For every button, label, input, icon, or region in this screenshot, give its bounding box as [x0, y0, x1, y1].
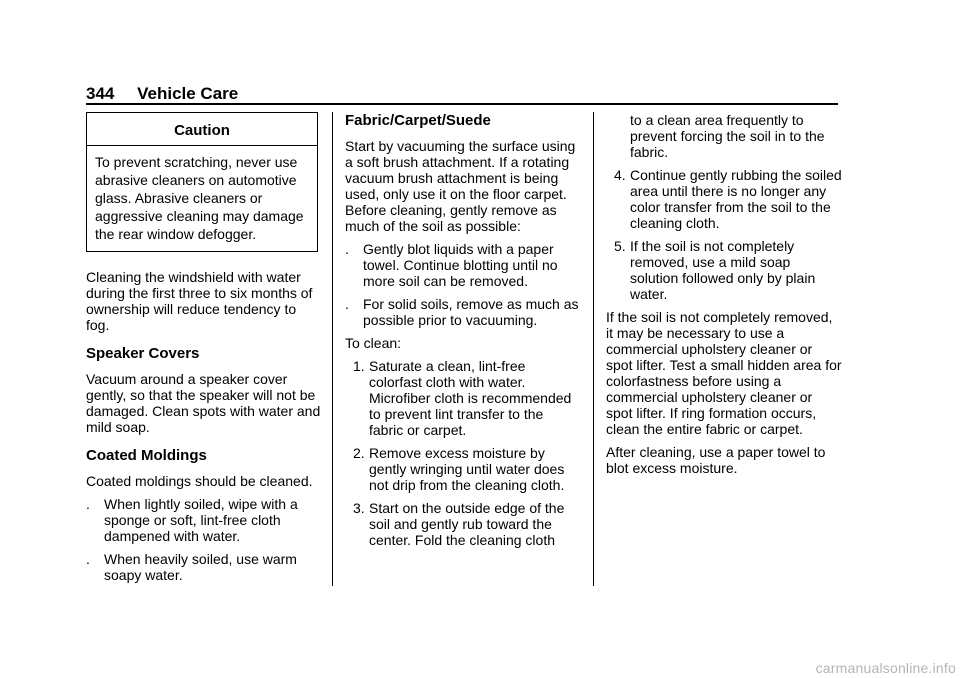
- page-number: 344: [86, 84, 115, 103]
- step-number: 1.: [353, 358, 365, 374]
- column-1: [86, 112, 321, 590]
- step-number: 5.: [614, 238, 626, 254]
- page-header: [86, 84, 238, 104]
- step-text: Start on the outside edge of the soil and gently rub toward the center. Fold the cleaning cloth: [369, 500, 565, 548]
- caution-title: Caution: [87, 113, 317, 146]
- to-clean-label: To clean:: [345, 335, 402, 351]
- windshield-paragraph: Cleaning the windshield with water during the first three to six months of ownership will reduce tendency to fog.: [86, 269, 313, 333]
- watermark: carmanualsonline.info: [815, 660, 956, 676]
- caution-text: To prevent scratching, never use abrasive cleaners on automotive glass. Abrasive cleaners or aggressive cleaning may damage the rear window defogger.: [95, 154, 304, 242]
- bullet-text: When heavily soiled, use warm soapy water.: [104, 551, 297, 583]
- list-item: [345, 241, 580, 289]
- bullet-mark: .: [86, 551, 90, 567]
- bullet-mark: .: [345, 241, 349, 257]
- coated-moldings-text: Coated moldings should be cleaned.: [86, 473, 313, 489]
- bullet-text: When lightly soiled, wipe with a sponge or soft, lint-free cloth dampened with water.: [104, 496, 298, 544]
- after-cleaning-paragraph: After cleaning, use a paper towel to blot excess moisture.: [606, 444, 826, 476]
- step-number: 3.: [353, 500, 365, 516]
- list-item: [345, 445, 580, 493]
- step-number: 2.: [353, 445, 365, 461]
- bullet-mark: .: [345, 296, 349, 312]
- column-divider-1: [332, 112, 333, 586]
- step-text: Remove excess moisture by gently wringing until water does not drip from the cleaning cloth.: [369, 445, 565, 493]
- column-divider-2: [593, 112, 594, 586]
- fabric-intro: Start by vacuuming the surface using a soft brush attachment. If a rotating vacuum brush attachment is being used, only use it on the floor carpet. Before cleaning, gently remove as much of the soil as possible:: [345, 138, 576, 234]
- step-text: Continue gently rubbing the soiled area until there is no longer any color transfer from the soil to the cleaning cloth.: [630, 167, 842, 231]
- list-item: [86, 496, 321, 544]
- column-2: [345, 112, 580, 555]
- list-item: [606, 167, 842, 231]
- step-number: 4.: [614, 167, 626, 183]
- step-3-continued: to a clean area frequently to prevent forcing the soil in to the fabric.: [630, 112, 825, 160]
- fabric-heading: Fabric/Carpet/Suede: [345, 112, 491, 129]
- bullet-mark: .: [86, 496, 90, 512]
- header-rule: [86, 103, 838, 105]
- speaker-covers-text: Vacuum around a speaker cover gently, so that the speaker will not be damaged. Clean spots with water and mild soap.: [86, 371, 321, 435]
- list-item: [345, 500, 580, 548]
- caution-box: [86, 112, 318, 252]
- step-text: If the soil is not completely removed, use a mild soap solution followed only by plain water.: [630, 238, 816, 302]
- speaker-covers-heading: Speaker Covers: [86, 345, 200, 362]
- commercial-cleaner-paragraph: If the soil is not completely removed, it may be necessary to use a commercial upholstery cleaner or spot lifter. Test a small hidden area for colorfastness before using a commercial upholstery cleaner or spot lifter. If ring formation occurs, clean the entire fabric or carpet.: [606, 309, 842, 437]
- section-title: Vehicle Care: [137, 84, 239, 103]
- list-item: [86, 551, 321, 583]
- bullet-text: Gently blot liquids with a paper towel. Continue blotting until no more soil can be removed.: [363, 241, 558, 289]
- step-text: Saturate a clean, lint-free colorfast cloth with water. Microfiber cloth is recommended to prevent lint transfer to the fabric or carpet.: [369, 358, 572, 438]
- list-item: [606, 238, 842, 302]
- column-3: [606, 112, 842, 483]
- bullet-text: For solid soils, remove as much as possible prior to vacuuming.: [363, 296, 579, 328]
- list-item: [345, 296, 580, 328]
- list-item: [345, 358, 580, 438]
- coated-moldings-heading: Coated Moldings: [86, 447, 207, 464]
